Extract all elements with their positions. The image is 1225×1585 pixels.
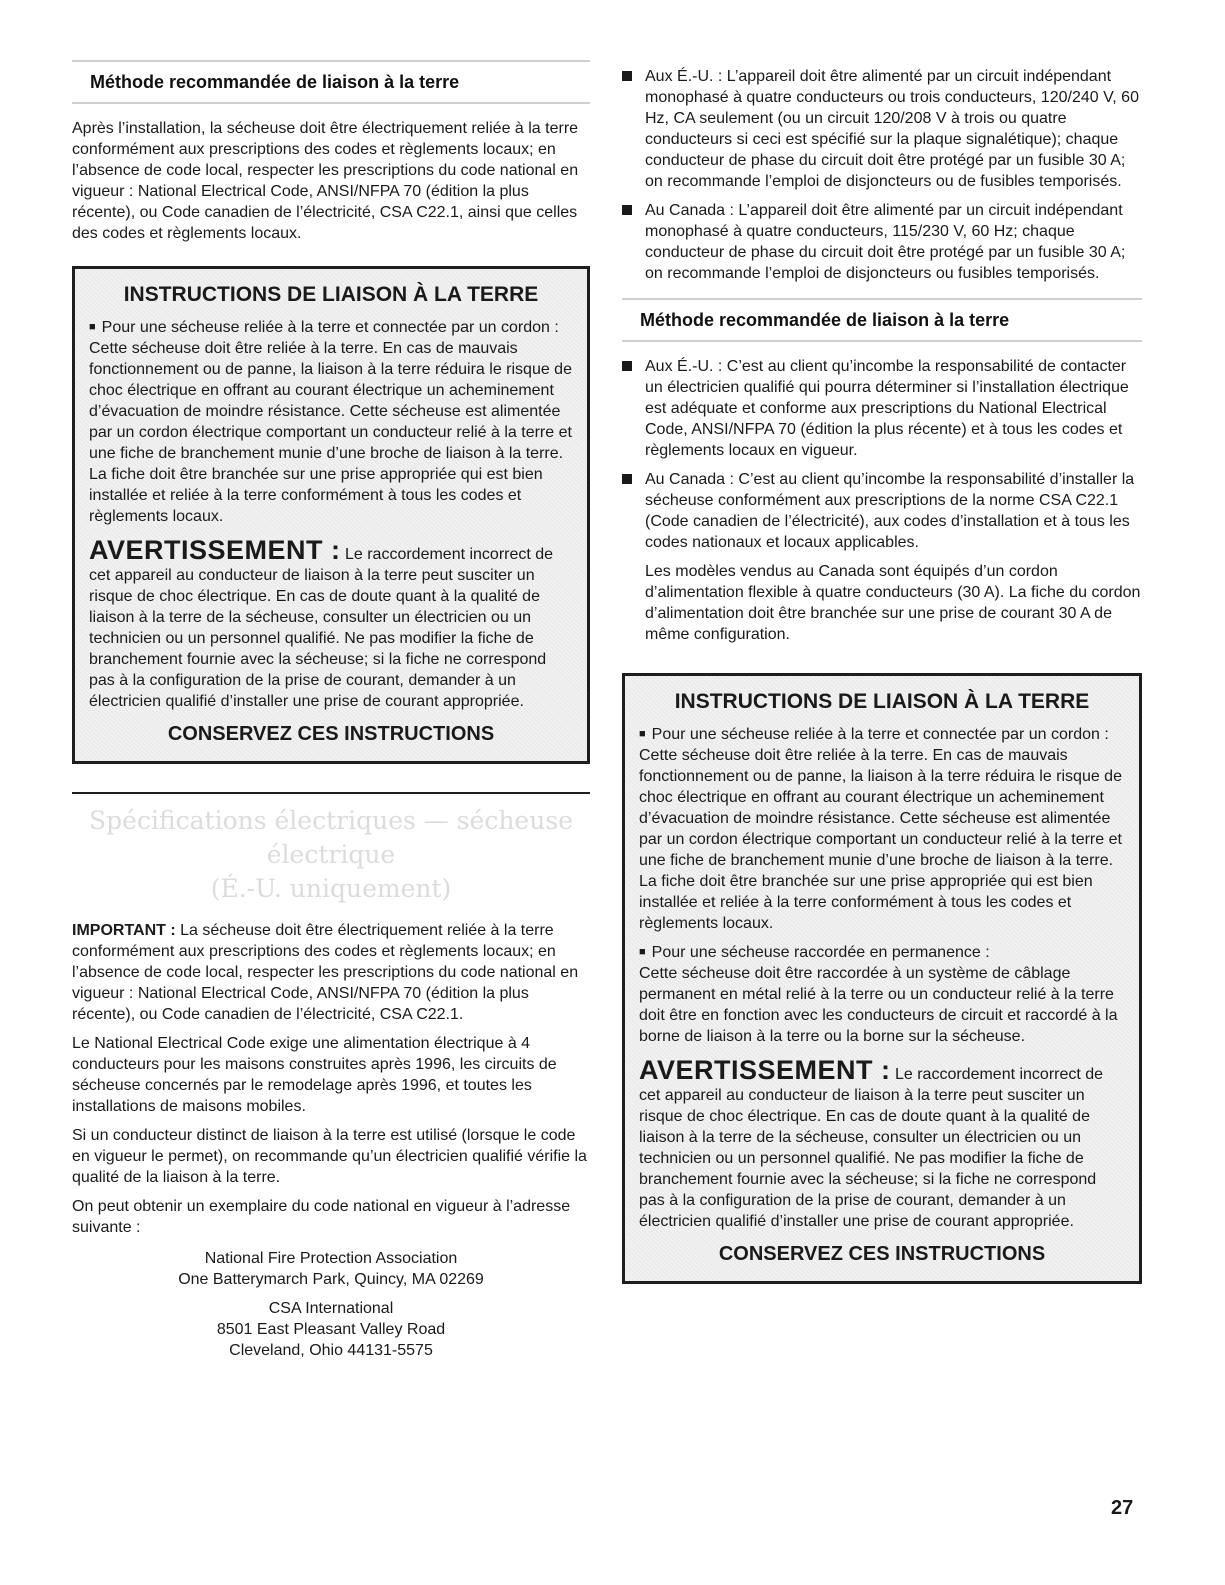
cord-connected-paragraph: Cette sécheuse doit être reliée à la terre. En cas de mauvais fonctionnement ou de panne, la liaison à la terre réduira le risque de choc électrique en offrant au courant électrique un acheminement d’évacuation de moindre résistance. Cette sécheuse est alimentée par un cordon électrique comportant un conducteur relié à la terre et une fiche de branchement munie d’une broche de liaison à la terre. La fiche doit être branchée sur une prise appropriée qui est bien installée et reliée à la terre conformément à tous les codes et règlements locaux.	[639, 747, 1122, 932]
list-item: Au Canada : C’est au client qu’incombe la responsabilité d’installer la sécheuse conformément aux prescriptions de la norme CSA C22.1 (Code canadien de l’électricité), aux codes d’installation et à tous les codes nationaux et locaux applicables.	[622, 469, 1142, 553]
important-paragraph: IMPORTANT : La sécheuse doit être électriquement reliée à la terre conformément aux prescriptions des codes et règlements locaux; en l’absence de code local, respecter les prescriptions du code national en vigueur : National Electrical Code, ANSI/NFPA 70 (édition la plus récente), ou Code canadien de l’électricité, CSA C22.1.	[72, 922, 579, 1023]
warning-text: Le raccordement incorrect de cet appareil au conducteur de liaison à la terre peut susciter un risque de choc électrique. En cas de doute quant à la qualité de liaison à la terre de la sécheuse, consulter un électricien ou un technicien ou un personnel qualifié. Ne pas modifier la fiche de branchement fournie avec la sécheuse; si la fiche ne correspond pas à la configuration de la prise de courant, demander à un électricien qualifié d’installer une prise de courant appropriée.	[639, 1066, 1104, 1230]
box-body	[75, 317, 587, 745]
permanent-paragraph: Cette sécheuse doit être raccordée à un système de câblage permanent en métal relié à la terre ou un conducteur relié à la terre doit être en fonction avec les conducteurs de circuit et raccordé à la borne de liaison à la terre ou la borne sur la sécheuse.	[639, 965, 1118, 1045]
list-item: Aux É.-U. : L’appareil doit être alimenté par un circuit indépendant monophasé à quatre conducteurs ou trois conducteurs, 120/240 V, 60 Hz, CA seulement (ou un circuit 120/208 V à trois ou quatre conducteurs si ceci est spécifié sur la plaque signalétique); chaque conducteur de phase du circuit doit être protégé par un fusible 30 A; on recommande l’emploi de disjoncteurs ou de fusibles temporisés.	[622, 66, 1142, 192]
bullet-square-icon	[622, 205, 632, 215]
cord-connected-paragraph: Cette sécheuse doit être reliée à la terre. En cas de mauvais fonctionnement ou de panne, la liaison à la terre réduira le risque de choc électrique en offrant au courant électrique un acheminement d’évacuation de moindre résistance. Cette sécheuse est alimentée par un cordon électrique comportant un conducteur relié à la terre et une fiche de branchement munie d’une broche de liaison à la terre. La fiche doit être branchée sur une prise appropriée qui est bien installée et reliée à la terre conformément à tous les codes et règlements locaux.	[89, 340, 572, 525]
cord-connected-bullet: ■ Pour une sécheuse reliée à la terre et connectée par un cordon :	[89, 319, 559, 336]
bullet-square-icon: ■	[639, 728, 646, 740]
bullet-square-icon: ■	[89, 321, 96, 333]
grounding-instructions-box-2	[622, 673, 1142, 1284]
warning-text: Le raccordement incorrect de cet appareil au conducteur de liaison à la terre peut susciter un risque de choc électrique. En cas de doute quant à la qualité de liaison à la terre de la sécheuse, consulter un électricien ou un technicien ou un personnel qualifié. Ne pas modifier la fiche de branchement fournie avec la sécheuse; si la fiche ne correspond pas à la configuration de la prise de courant, demander à un électricien qualifié d’installer une prise de courant appropriée.	[89, 546, 554, 710]
bullet-square-icon	[622, 71, 632, 81]
permanent-bullet: ■ Pour une sécheuse raccordée en permanence :	[639, 944, 990, 961]
bullet-square-icon	[622, 361, 632, 371]
right-column	[622, 66, 1142, 1284]
separate-conductor-paragraph: Si un conducteur distinct de liaison à la terre est utilisé (lorsque le code en vigueur le permet), on recommande qu’un électricien qualifié vérifie la qualité de la liaison à la terre.	[72, 1127, 587, 1186]
box-title: INSTRUCTIONS DE LIAISON À LA TERRE	[123, 283, 539, 306]
grounding-responsibility-list	[622, 356, 1142, 553]
obtain-code-paragraph: On peut obtenir un exemplaire du code national en vigueur à l’adresse suivante :	[72, 1198, 571, 1236]
important-label: IMPORTANT :	[72, 922, 176, 939]
warning-label: AVERTISSEMENT :	[639, 1055, 891, 1085]
warning-label: AVERTISSEMENT :	[89, 535, 341, 565]
list-item: Au Canada : L’appareil doit être alimenté par un circuit indépendant monophasé à quatre conducteurs, 115/230 V, 60 Hz; chaque conducteur de phase du circuit doit être protégé par un fusible 30 A; on recommande l’emploi de disjoncteurs ou fusibles temporisés.	[622, 200, 1142, 284]
bullet-square-icon: ■	[639, 946, 646, 958]
box-title: INSTRUCTIONS DE LIAISON À LA TERRE	[674, 690, 1090, 713]
box-body	[625, 724, 1139, 1265]
address-nfpa: National Fire Protection Association One Batterymarch Park, Quincy, MA 02269	[178, 1250, 484, 1288]
conserve-instructions: CONSERVEZ CES INSTRUCTIONS	[167, 723, 495, 745]
spec-title-line1: Spécifications électriques — sécheuse électrique	[89, 806, 573, 869]
grounding-instructions-box	[72, 266, 590, 764]
list-item: Aux É.-U. : C’est au client qu’incombe la responsabilité de contacter un électricien qualifié qui pourra déterminer si l’installation électrique est adéquate et conforme aux prescriptions du National Electrical Code, ANSI/NFPA 70 (édition la plus récente) et à tous les codes et règlements locaux en vigueur.	[622, 356, 1142, 461]
spec-title-line2: (É.-U. uniquement)	[210, 874, 452, 903]
spec-title	[72, 792, 590, 906]
left-column	[72, 60, 590, 1361]
cord-connected-bullet: ■ Pour une sécheuse reliée à la terre et connectée par un cordon :	[639, 726, 1109, 743]
warning-block	[89, 535, 573, 712]
grounding-method-paragraph: Après l’installation, la sécheuse doit être électriquement reliée à la terre conformément aux prescriptions des codes et règlements locaux; en l’absence de code local, respecter les prescriptions du code national en vigueur : National Electrical Code, ANSI/NFPA 70 (édition la plus récente), ou Code canadien de l’électricité, CSA C22.1, ainsi que celles des codes et règlements locaux.	[72, 120, 579, 242]
section-heading-grounding-method: Méthode recommandée de liaison à la terre	[72, 60, 590, 104]
address-csa: CSA International 8501 East Pleasant Valley Road Cleveland, Ohio 44131-5575	[216, 1300, 446, 1359]
section-heading-grounding-method-2: Méthode recommandée de liaison à la terre	[622, 298, 1142, 342]
bullet-square-icon	[622, 474, 632, 484]
conserve-instructions: CONSERVEZ CES INSTRUCTIONS	[718, 1243, 1046, 1265]
warning-block	[639, 1055, 1125, 1232]
nec-paragraph: Le National Electrical Code exige une alimentation électrique à 4 conducteurs pour les maisons construites après 1996, les circuits de sécheuse concernés par le remodelage après 1996, et toutes les installations de maisons mobiles.	[72, 1035, 557, 1115]
power-requirements-list	[622, 66, 1142, 284]
canada-models-paragraph: Les modèles vendus au Canada sont équipés d’un cordon d’alimentation flexible à quatre conducteurs (30 A). La fiche du cordon d’alimentation doit être branchée sur une prise de courant 30 A de même configuration.	[645, 563, 1141, 643]
page-number: 27	[1111, 1497, 1134, 1519]
